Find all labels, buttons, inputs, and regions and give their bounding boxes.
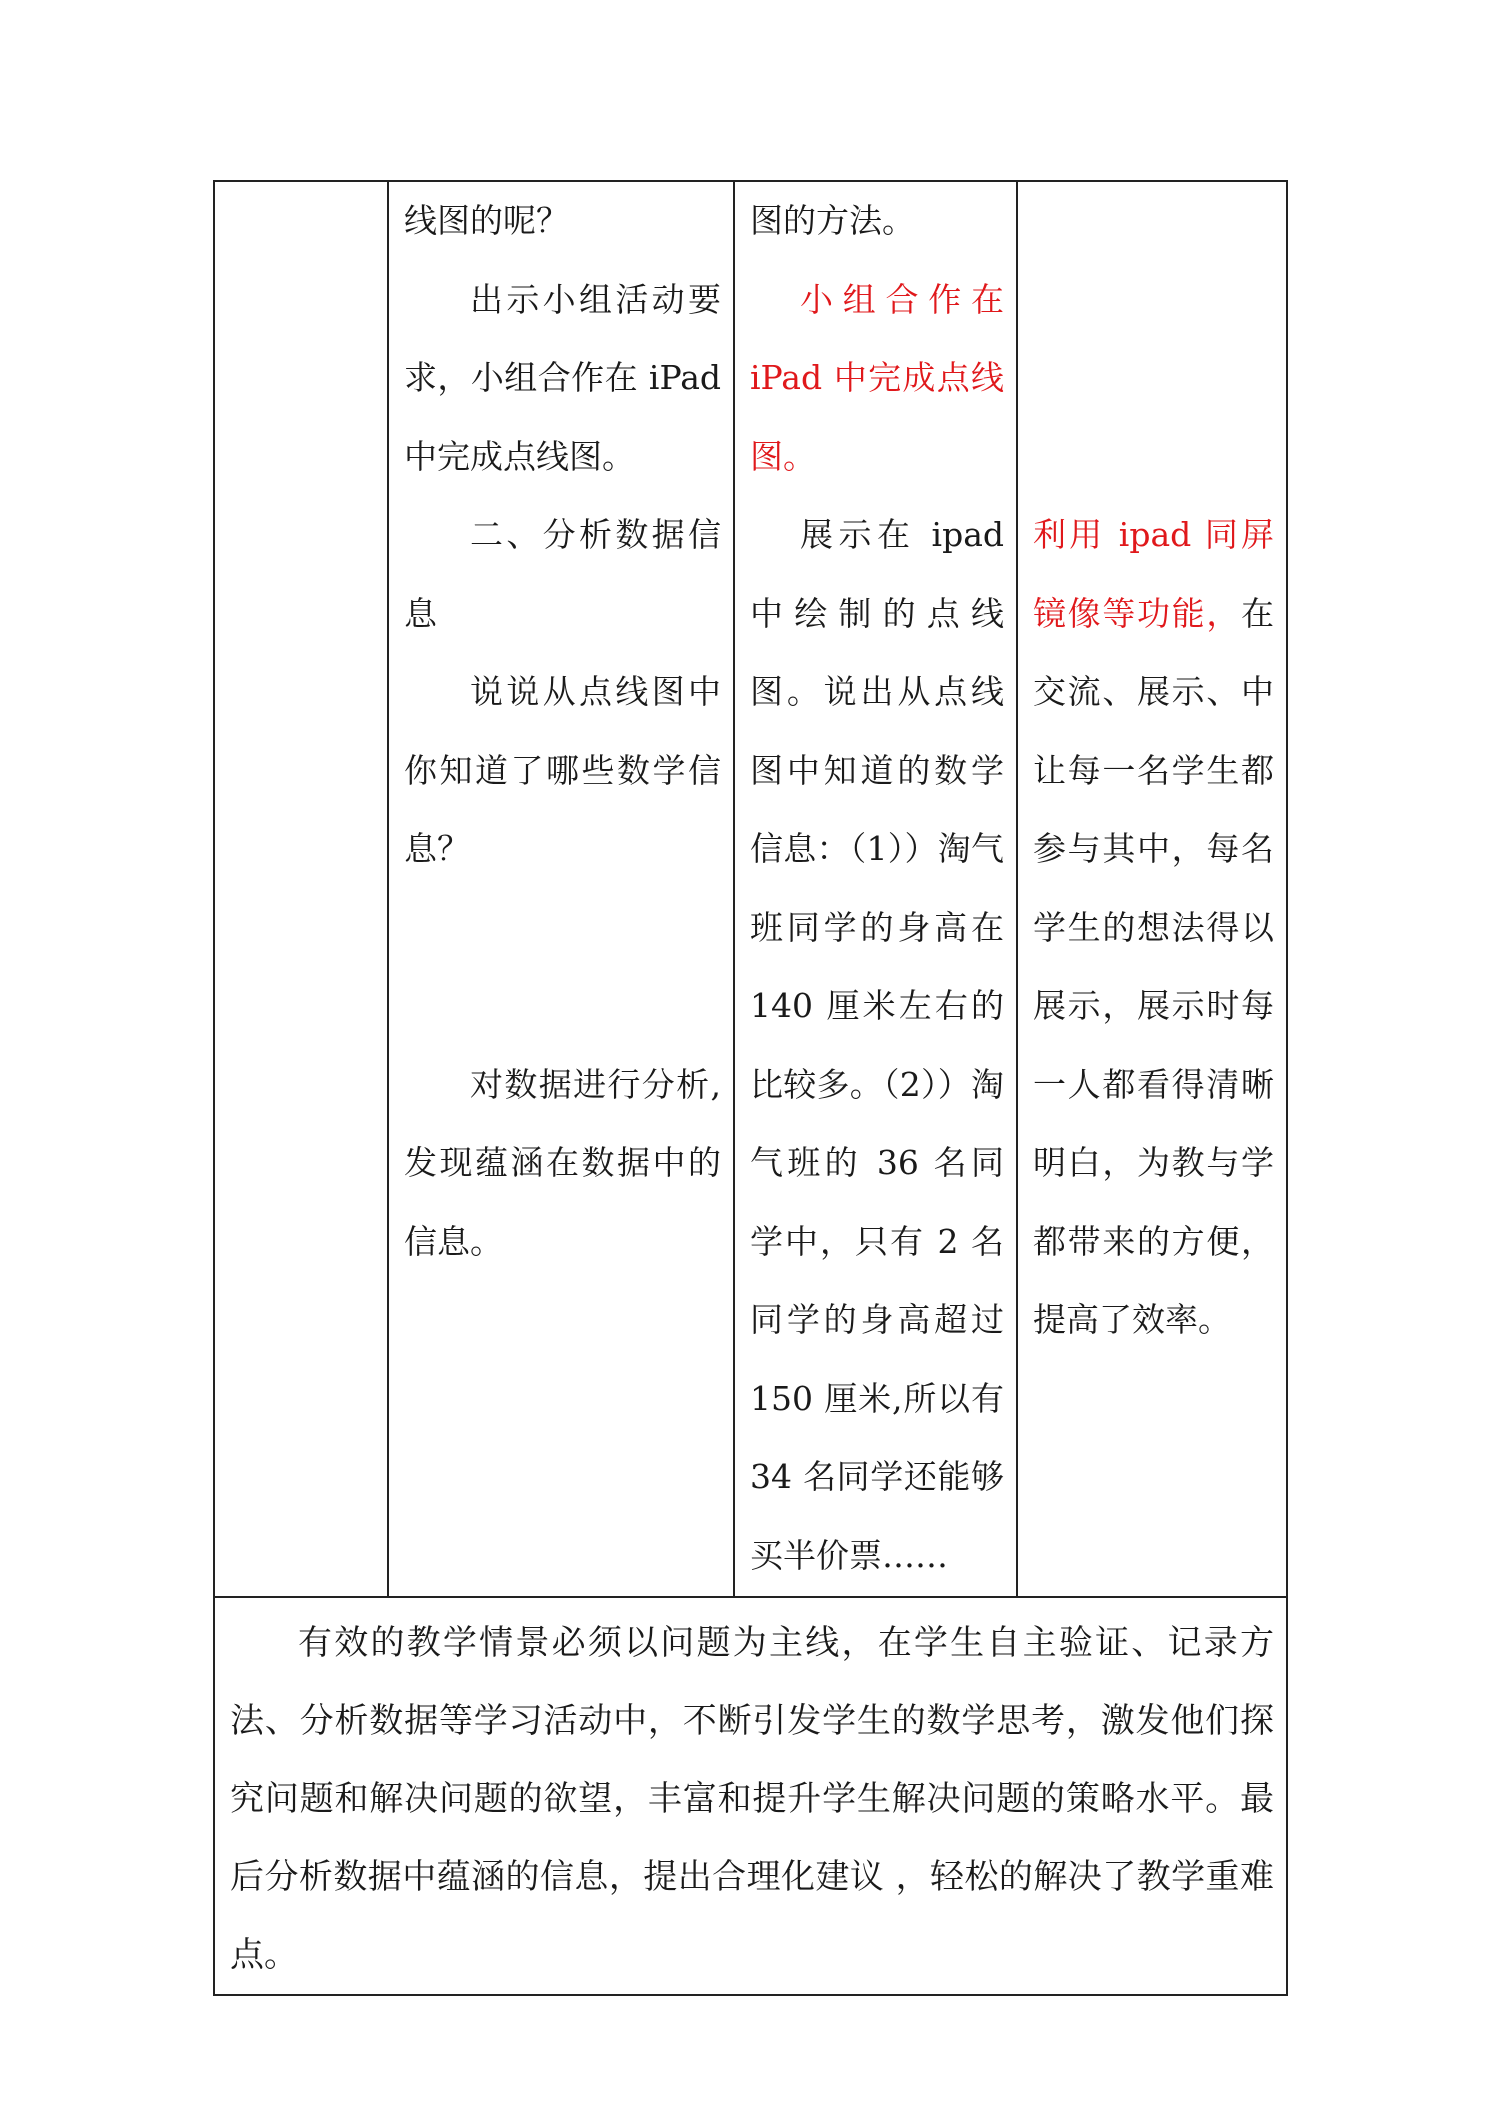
student-text-1: 图的方法。	[750, 201, 915, 240]
teacher-text-3: 二、分析数据信息	[404, 515, 721, 633]
design-intent-highlight: 利用 ipad 同屏镜像等功能，	[1033, 515, 1274, 633]
teacher-text-1: 线图的呢？	[404, 201, 569, 240]
teacher-text-2: 出示小组活动要求，小组合作在 iPad 中完成点线图。	[404, 279, 721, 476]
teacher-activity-cell	[388, 181, 734, 1597]
summary-text: 有效的教学情景必须以问题为主线，在学生自主验证、记录方法、分析数据等学习活动中，不断引发学生的数学思考，激发他们探究问题和解决问题的欲望，丰富和提升学生解决问题的策略水平。最后分析数据中蕴涵的信息，提出合理化建议 ，轻松的解决了教学重难点。	[230, 1623, 1274, 1975]
stage-cell	[214, 181, 388, 1597]
teacher-text-5: 对数据进行分析,发现蕴涵在数据中的信息。	[404, 1064, 721, 1261]
design-intent-body: 在交流、展示、中让每一名学生都参与其中，每名学生的想法得以展示，展示时每一人都看得清晰明白，为教与学都带来的方便，提高了效率。	[1033, 593, 1274, 1339]
lesson-table	[213, 180, 1288, 1996]
lesson-row	[214, 181, 1287, 1597]
student-text-2: 小组合作在 iPad 中完成点线图。	[750, 279, 1004, 476]
teacher-text-4: 说说从点线图中你知道了哪些数学信息？	[404, 672, 721, 868]
design-intent-text	[1033, 496, 1274, 1360]
student-text-3: 展示在 ipad 中绘制的点线图。说出从点线图中知道的数学信息：（1））淘气班同学的身高在 140 厘米左右的比较多。（2））淘气班的 36 名同学中，只有 2 名同学的身高超过 150 厘米,所以有 34 名同学还能够买半价票……	[750, 515, 1004, 1575]
student-activity-cell	[734, 181, 1017, 1597]
design-intent-cell	[1017, 181, 1287, 1597]
summary-cell	[214, 1597, 1287, 1995]
summary-row	[214, 1597, 1287, 1995]
